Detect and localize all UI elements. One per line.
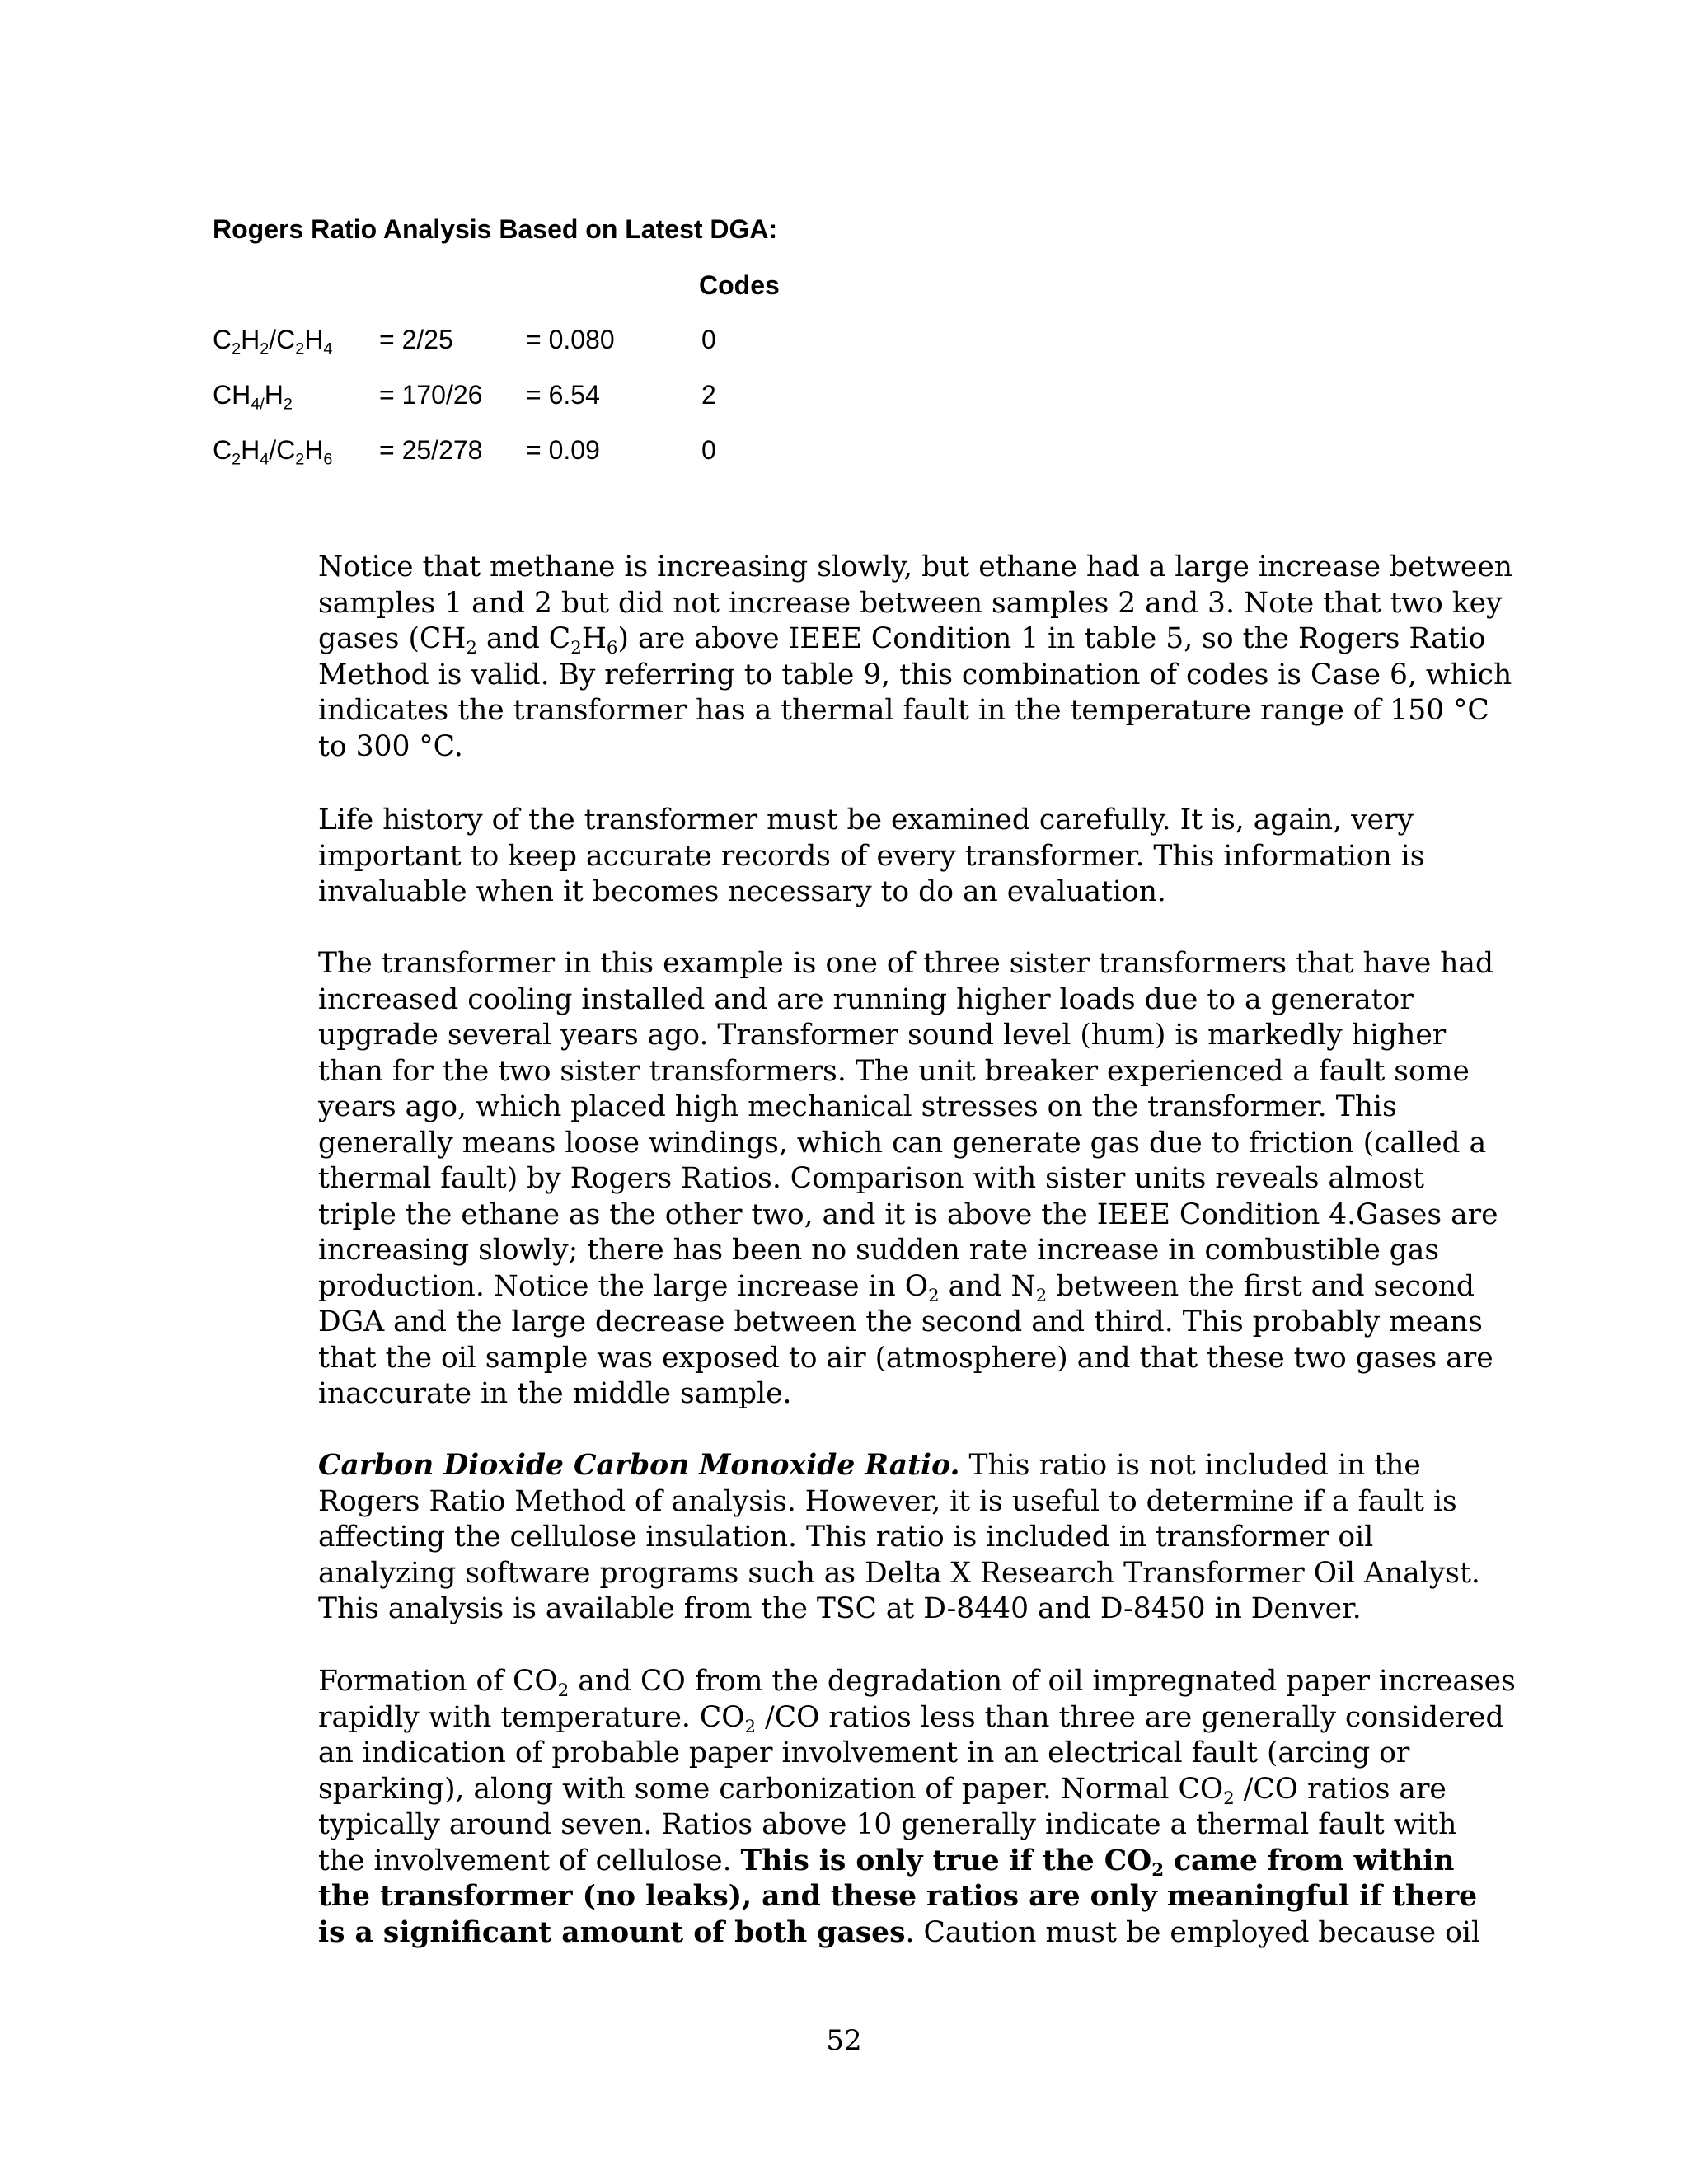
text-line: production. Notice the large increase in $O_2$ and $N_2$ between the first and second [318, 1269, 1475, 1306]
text-line: Formation of $CO_2$ and CO from the degradation of oil impregnated paper increases [318, 1665, 1516, 1701]
ratio-label: $C_2H_4/C_2H_6$ [213, 435, 333, 469]
text-line: inaccurate in the middle sample. [318, 1377, 792, 1410]
text-line: an indication of probable paper involvement in an electrical fault (arcing or [318, 1736, 1410, 1769]
ratio-code: 0 [701, 435, 716, 465]
text-line: the involvement of cellulose. This is only true if the $CO_2$ came from within [318, 1844, 1455, 1881]
codes-column-header: Codes [699, 270, 780, 300]
text-line: Rogers Ratio Method of analysis. However, it is useful to determine if a fault is [318, 1484, 1457, 1518]
text-line: than for the two sister transformers. The unit breaker experienced a fault some [318, 1054, 1470, 1088]
text-line: the transformer (no leaks), and these ratios are only meaningful if there [318, 1880, 1478, 1913]
text-line: This analysis is available from the TSC at D-8440 and D-8450 in Denver. [318, 1592, 1362, 1625]
ratio-row [0, 325, 1688, 361]
ratio-fraction: = 170/26 [379, 380, 483, 410]
text-line: that the oil sample was exposed to air (atmosphere) and that these two gases are [318, 1341, 1493, 1375]
paragraph-analysis [318, 550, 1512, 765]
ratio-value: = 0.080 [526, 325, 615, 354]
ratio-value: = 0.09 [526, 435, 600, 465]
ratio-row [0, 435, 1688, 471]
ratio-fraction: = 25/278 [379, 435, 483, 465]
ratio-code: 2 [701, 380, 716, 410]
text-line: Life history of the transformer must be examined carefully. It is, again, very [318, 804, 1414, 837]
text-line: important to keep accurate records of every transformer. This information is [318, 839, 1425, 873]
text-line: thermal fault) by Rogers Ratios. Comparison with sister units reveals almost [318, 1162, 1425, 1195]
paragraph-life-history [318, 803, 1472, 911]
subsection-title: Carbon Dioxide Carbon Monoxide Ratio. [318, 1449, 960, 1482]
text-line: DGA and the large decrease between the second and third. This probably means [318, 1305, 1483, 1338]
text-line: to 300 °C. [318, 729, 463, 763]
page-number: 52 [826, 2024, 862, 2057]
paragraph-formation [318, 1664, 1516, 1951]
ratio-row [0, 380, 1688, 416]
text-line: upgrade several years ago. Transformer sound level (hum) is markedly higher [318, 1019, 1447, 1052]
section-heading: Rogers Ratio Analysis Based on Latest DGA: [213, 214, 778, 244]
text-line: rapidly with temperature. $CO_2$ /CO ratios less than three are generally considered [318, 1700, 1504, 1737]
ratio-label: $CH_{4/}H_2$ [213, 380, 293, 414]
ratio-value: = 6.54 [526, 380, 600, 410]
text-line: triple the ethane as the other two, and it is above the IEEE Condition 4.Gases are [318, 1197, 1498, 1231]
text-line: years ago, which placed high mechanical stresses on the transformer. This [318, 1090, 1397, 1123]
text-line: The transformer in this example is one of three sister transformers that have had [318, 947, 1494, 980]
text-line: indicates the transformer has a thermal fault in the temperature range of 150 °C [318, 694, 1489, 727]
text-line: invaluable when it becomes necessary to do an evaluation. [318, 875, 1166, 908]
text-line: Method is valid. By referring to table 9, this combination of codes is Case 6, which [318, 658, 1512, 691]
text-line: sparking), along with some carbonization of paper. Normal $CO_2$ /CO ratios are [318, 1772, 1447, 1809]
text-line: Notice that methane is increasing slowly, but ethane had a large increase between [318, 551, 1512, 583]
text-line: increasing slowly; there has been no sudden rate increase in combustible gas [318, 1234, 1440, 1267]
paragraph-example [318, 946, 1498, 1413]
text-line: Carbon Dioxide Carbon Monoxide Ratio. This ratio is not included in the [318, 1449, 1421, 1482]
text-line: analyzing software programs such as Delta X Research Transformer Oil Analyst. [318, 1556, 1480, 1590]
text-line: affecting the cellulose insulation. This ratio is included in transformer oil [318, 1521, 1374, 1554]
text-line: gases ($CH_2$ and $C_2H_6$) are above IEEE Condition 1 in table 5, so the Rogers Ratio [318, 622, 1486, 658]
text-line: generally means loose windings, which can generate gas due to friction (called a [318, 1126, 1487, 1160]
paragraph-co2-co-ratio [318, 1448, 1480, 1628]
ratio-code: 0 [701, 325, 716, 354]
text-line: typically around seven. Ratios above 10 generally indicate a thermal fault with [318, 1808, 1457, 1841]
ratio-label: $C_2H_2/C_2H_4$ [213, 325, 333, 359]
text-line: increased cooling installed and are running higher loads due to a generator [318, 982, 1414, 1016]
text-line: samples 1 and 2 but did not increase between samples 2 and 3. Note that two key [318, 586, 1503, 620]
text-line: is a significant amount of both gases. Caution must be employed because oil [318, 1915, 1480, 1949]
ratio-fraction: = 2/25 [379, 325, 453, 354]
